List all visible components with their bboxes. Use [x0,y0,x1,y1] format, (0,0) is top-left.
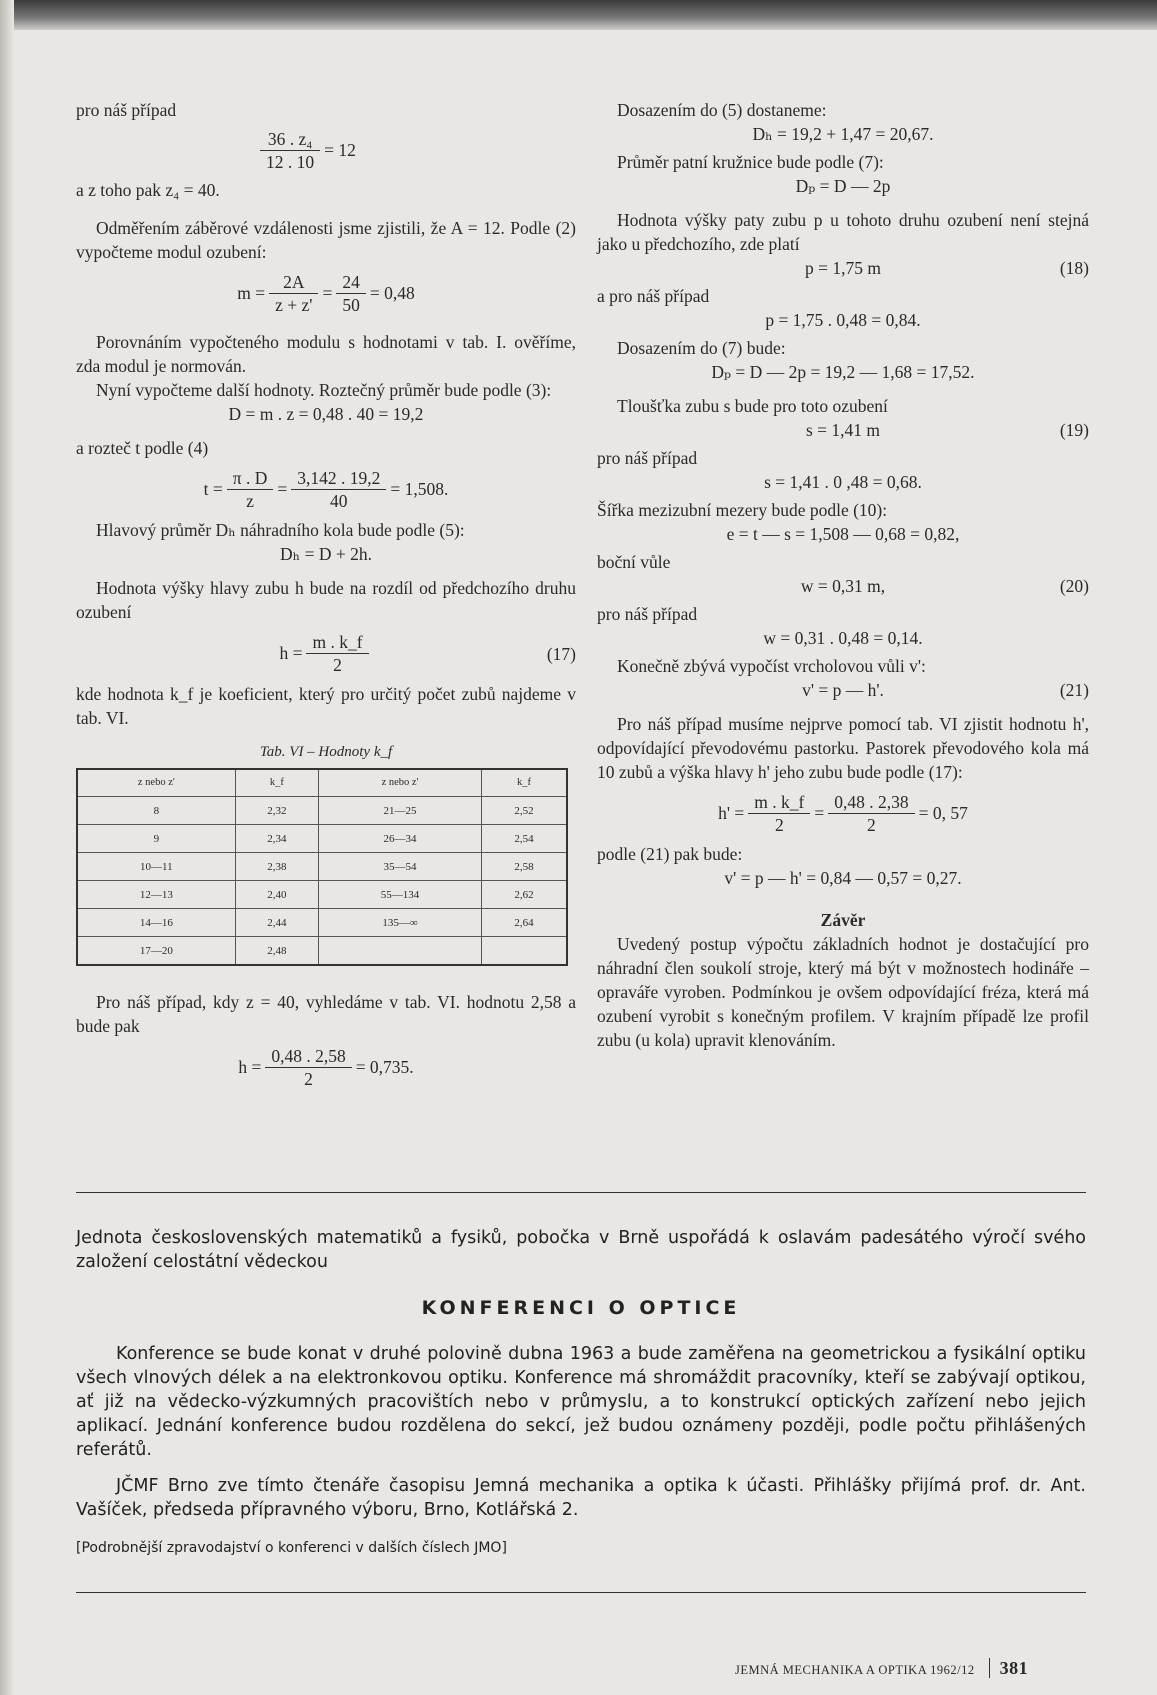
equation-Dp-value [597,360,1089,388]
r-eq11-number: (21) [1059,680,1089,700]
table-row [77,909,567,937]
equation-21 [597,678,1089,706]
right-p12: Pro náš případ musíme nejprve pomocí tab. VI zjistit hodnotu h', odpovídající převodovému pastorku. Pastorek převodového kola má 10 zubů a výška hlavy h' jeho zubu bude podle (17): [597,714,1089,782]
equation-17 [76,624,576,682]
left-p3: Odměřením záběrové vzdálenosti jsme zjistili, že A = 12. Podle (2) vypočteme modul ozubení: [76,218,576,262]
left-p10: Pro náš případ, kdy z = 40, vyhledáme v tab. VI. hodnotu 2,58 a bude pak [76,992,576,1036]
left-p5: Nyní vypočteme další hodnoty. Roztečný průměr bude podle (3): [96,380,552,400]
table-caption: Tab. VI – Hodnoty k_f [259,744,393,760]
equation-s-value [597,470,1089,498]
equation-20 [597,574,1089,602]
eq1-numerator: 36 . z₄ [260,128,320,151]
eq4-den2: 40 [330,490,348,511]
table-cell: 35—54 [319,853,482,881]
announcement-note: [Podrobnější zpravodajství o konferenci v dalších číslech JMO] [76,1540,507,1556]
announcement-intro-block [76,1226,1086,1274]
eq4-rhs: = 1,508. [390,479,449,499]
eq4-num2: 3,142 . 19,2 [291,467,386,490]
r-eq11: v' = p — h'. [802,680,884,700]
equation-Dh [76,542,576,570]
eq1-rhs: = 12 [324,140,356,160]
announcement-intro: Jednota československých matematiků a fysiků, pobočka v Brně uspořádá k oslavám padesátého výročí svého založení celostátní vědeckou [76,1228,1086,1272]
left-p6: a rozteč t podle (4) [76,438,209,458]
equation-h-prime [597,784,1089,842]
r-eq4: p = 1,75 . 0,48 = 0,84. [765,310,921,330]
r-eq12-den2: 2 [867,814,876,835]
r-eq3: p = 1,75 m [805,258,881,278]
eq6-lhs: h = [279,643,303,663]
eq2-den1: z + z' [275,294,313,315]
table-row [77,853,567,881]
table-cell: 2,64 [481,909,567,937]
kf-table [76,768,568,966]
r-eq1: Dₕ = 19,2 + 1,47 = 20,67. [752,124,934,144]
equation-modul [76,264,576,322]
eq5: Dₕ = D + 2h. [280,544,372,564]
right-p4: a pro náš případ [597,286,710,306]
scan-left-shadow [0,0,14,1695]
eq2-mid: = [322,283,333,303]
left-p2: a z toho pak z₄ = 40. [76,180,220,200]
announcement-title-block [76,1296,1086,1320]
equation-e [597,522,1089,550]
right-p7: pro náš případ [597,448,698,468]
eq6-den: 2 [333,654,342,675]
left-p4: Porovnáním vypočteného modulu s hodnotami v tab. I. ověříme, zda modul je normován. [76,332,576,376]
eq6-num: m . k_f [306,631,368,654]
equation-t [76,460,576,518]
equation-z4 [76,122,576,178]
equation-p-value [597,308,1089,336]
table-cell: 2,40 [235,881,318,909]
page-footer [735,1658,1028,1679]
r-eq12-lhs: h' = [718,803,745,823]
eq6-number: (17) [546,644,576,664]
table-cell [481,937,567,966]
table-header-cell: k_f [481,769,567,797]
eq7-lhs: h = [238,1057,262,1077]
equation-Dp [597,174,1089,202]
r-eq12-num1: m . k_f [748,791,810,814]
right-p2: Průměr patní kružnice bude podle (7): [617,152,884,172]
table-row [77,937,567,966]
table-row [77,825,567,853]
left-p7: Hlavový průměr Dₕ náhradního kola bude podle (5): [96,520,465,540]
table-cell: 14—16 [77,909,235,937]
equation-D [76,402,576,430]
r-eq12-rhs: = 0, 57 [918,803,968,823]
r-eq3-number: (18) [1059,258,1089,278]
eq2-num2: 24 [336,271,366,294]
table-cell: 2,48 [235,937,318,966]
eq2-num1: 2A [269,271,318,294]
conclusion-heading: Závěr [820,910,866,930]
eq4-num1: π . D [227,467,274,490]
table-cell: 17—20 [77,937,235,966]
table-row [77,797,567,825]
left-p9: kde hodnota k_f je koeficient, který pro určitý počet zubů najdeme v tab. VI. [76,684,576,728]
r-eq6: s = 1,41 m [805,420,881,440]
page-number: 381 [989,1658,1029,1678]
r-eq9-number: (20) [1059,576,1089,596]
left-column [76,98,576,1096]
r-eq5: Dₚ = D — 2p = 19,2 — 1,68 = 17,52. [711,362,975,382]
table-cell: 21—25 [319,797,482,825]
announcement-body-block [76,1342,1086,1560]
scan-top-edge [0,0,1157,30]
r-eq6-number: (19) [1059,420,1089,440]
table-header-cell: k_f [235,769,318,797]
eq7-den: 2 [304,1068,313,1089]
table-header-cell: z nebo z' [319,769,482,797]
separator-top [76,1192,1086,1193]
table-cell: 26—34 [319,825,482,853]
eq2-den2: 50 [342,294,360,315]
table-cell: 135—∞ [319,909,482,937]
right-p6: Tloušťka zubu s bude pro toto ozubení [617,396,888,416]
equation-h [76,1038,576,1096]
equation-18 [597,256,1089,284]
right-p5: Dosazením do (7) bude: [617,338,786,358]
r-eq9: w = 0,31 m, [800,576,886,596]
r-eq7: s = 1,41 . 0 ,48 = 0,68. [764,472,922,492]
r-eq8: e = t — s = 1,508 — 0,68 = 0,82, [726,524,960,544]
eq1-denominator: 12 . 10 [266,151,315,172]
eq4-mid: = [277,479,288,499]
right-p11: Konečně zbývá vypočíst vrcholovou vůli v': [617,656,926,676]
journal-name: JEMNÁ MECHANIKA A OPTIKA 1962/12 [735,1663,975,1677]
table-cell: 55—134 [319,881,482,909]
table-cell: 8 [77,797,235,825]
right-p13: podle (21) pak bude: [597,844,743,864]
table-cell: 2,44 [235,909,318,937]
right-p10: pro náš případ [597,604,698,624]
equation-Dh-value [597,122,1089,150]
table-cell: 2,32 [235,797,318,825]
eq7-rhs: = 0,735. [355,1057,414,1077]
table-cell: 2,34 [235,825,318,853]
equation-w-value [597,626,1089,654]
table-cell: 9 [77,825,235,853]
eq3: D = m . z = 0,48 . 40 = 19,2 [228,404,424,424]
announcement-p2: JČMF Brno zve tímto čtenáře časopisu Jemná mechanika a optika k účasti. Přihlášky přijímá prof. dr. Ant. Vašíček, předseda přípravného výboru, Brno, Kotlářská 2. [76,1476,1086,1520]
r-eq12-num2: 0,48 . 2,38 [828,791,914,814]
eq2-lhs: m = [237,283,266,303]
eq4-den1: z [246,490,254,511]
announcement-title: KONFERENCI O OPTICE [421,1297,741,1319]
eq4-lhs: t = [203,479,223,499]
right-p14: Uvedený postup výpočtu základních hodnot je dostačující pro náhradní člen soukolí stroje, který má být v možnostech hodináře – opraváře vyroben. Podmínkou je ovšem odpovídající fréza, která má ozubení vyrobit s konečným profilem. V krajním případě lze profil zubu (u kola) upravit klenováním. [597,934,1089,1050]
right-p8: Šířka mezizubní mezery bude podle (10): [597,500,888,520]
table-cell: 10—11 [77,853,235,881]
table-cell: 2,58 [481,853,567,881]
table-cell: 2,52 [481,797,567,825]
table-cell: 12—13 [77,881,235,909]
eq7-num: 0,48 . 2,58 [265,1045,351,1068]
table-cell [319,937,482,966]
right-p9: boční vůle [597,552,671,572]
r-eq10: w = 0,31 . 0,48 = 0,14. [763,628,923,648]
table-row [77,881,567,909]
equation-19 [597,418,1089,446]
equation-v-prime [597,866,1089,894]
r-eq12-den1: 2 [774,814,784,835]
eq2-rhs: = 0,48 [369,283,415,303]
table-cell: 2,54 [481,825,567,853]
r-eq2: Dₚ = D — 2p [795,176,891,196]
separator-bottom [76,1592,1086,1593]
r-eq13: v' = p — h' = 0,84 — 0,57 = 0,27. [724,868,962,888]
right-p3: Hodnota výšky paty zubu p u tohoto druhu ozubení není stejná jako u předchozího, zde platí [597,210,1089,254]
table-cell: 2,62 [481,881,567,909]
left-p8: Hodnota výšky hlavy zubu h bude na rozdíl od předchozího druhu ozubení [76,578,576,622]
table-header-cell: z nebo z' [77,769,235,797]
left-p1: pro náš případ [76,100,177,120]
table-cell: 2,38 [235,853,318,881]
announcement-p1: Konference se bude konat v druhé polovině dubna 1963 a bude zaměřena na geometrickou a fysikální optiku všech vlnových délek a na elektronkovou optiku. Konference má shromáždit pracovníky, kteří se zabývají optikou, ať již na vědecko-výzkumných pracovištích nebo v průmyslu, a to konstrukcí optických zařízení nebo jejich aplikací. Jednání konference budou rozdělena do sekcí, jež budou oznámeny později, podle počtu přihlášených referátů. [76,1344,1086,1460]
r-eq12-mid: = [814,803,825,823]
right-column [597,98,1089,1052]
right-p1: Dosazením do (5) dostaneme: [617,100,827,120]
